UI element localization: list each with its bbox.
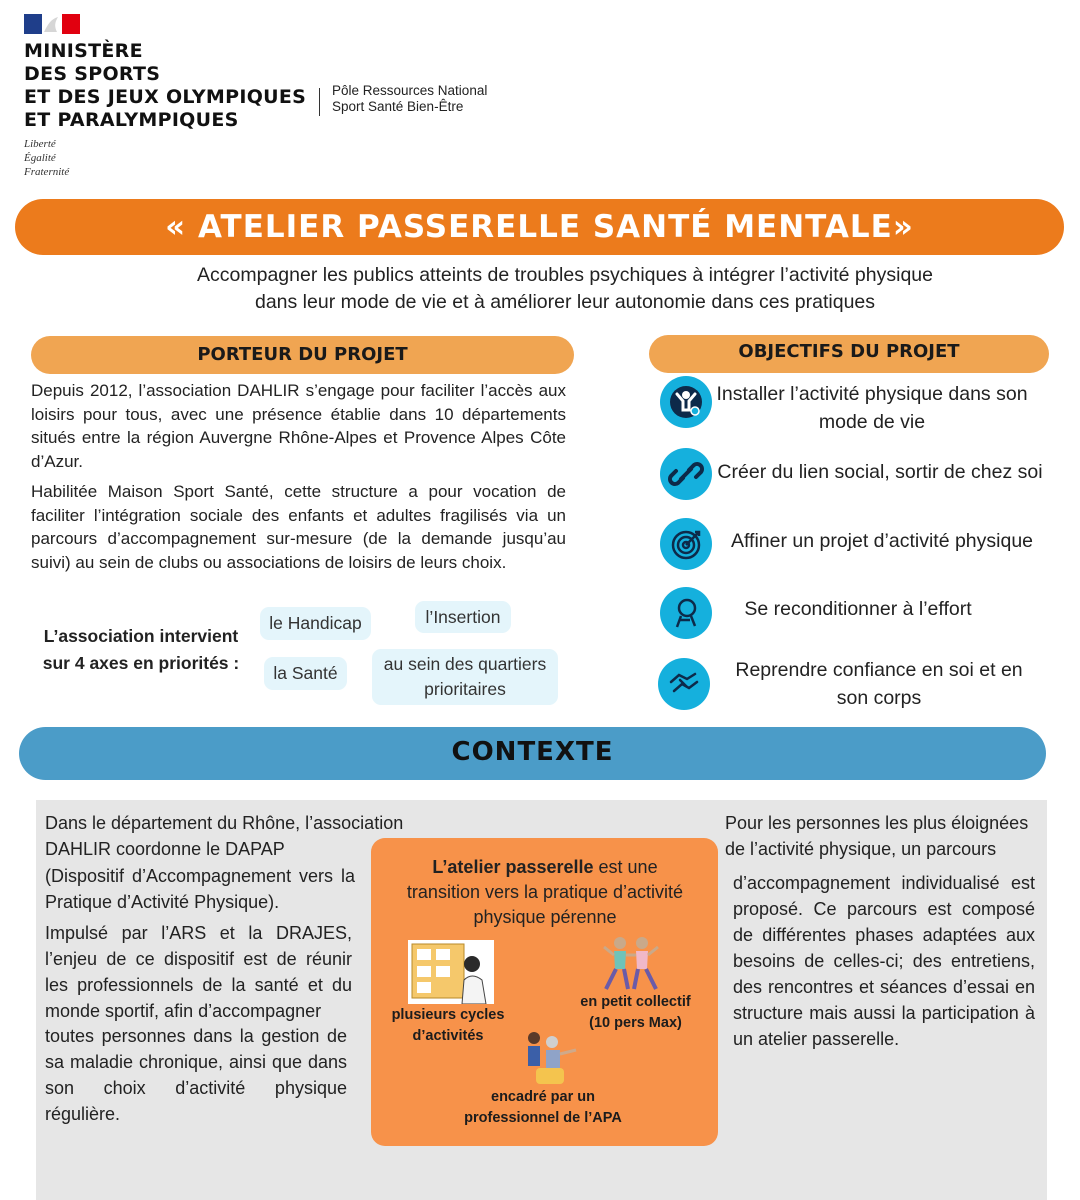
handshake-icon: [658, 658, 710, 710]
group-exercise-illustration: [596, 933, 666, 991]
label-cycles: plusieurs cycles d’activités: [391, 1007, 505, 1044]
axis-chip-handicap: le Handicap: [260, 607, 371, 640]
contexte-left-intro: Dans le département du Rhône, l’association DAHLIR coordonne le DAPAP: [45, 813, 404, 859]
objectif-text-2: Créer du lien social, sortir de chez soi: [717, 461, 1043, 483]
objectifs-heading: OBJECTIFS DU PROJET: [649, 335, 1049, 373]
axis-chip-insertion: l’Insertion: [415, 601, 511, 633]
objectif-text-5: Reprendre confiance en soi et en son corps: [735, 659, 1023, 709]
coach-illustration: [512, 1028, 582, 1086]
objectif-text-1: Installer l’activité physique dans son mode de vie: [716, 383, 1028, 433]
target-icon: [660, 518, 712, 570]
marianne-flag-logo: [24, 14, 80, 34]
pole-ressources-name: Pôle Ressources National Sport Santé Bien-Être: [332, 83, 488, 114]
contexte-left-body-2: Impulsé par l’ARS et la DRAJES, l’enjeu de ce dispositif est de réunir les professionnels de la santé et du monde sportif, afin d’accompagner: [45, 923, 352, 1021]
ministry-name: MINISTÈRE DES SPORTS ET DES JEUX OLYMPIQUES ET PARALYMPIQUES: [24, 40, 307, 131]
subtitle: Accompagner les publics atteints de troubles psychiques à intégrer l’activité physique dans leur mode de vie et à améliorer leur autonomie dans ces pratiques: [197, 264, 933, 313]
label-encadre: encadré par un professionnel de l’APA: [464, 1089, 622, 1126]
axis-chip-quartiers: au sein des quartiers prioritaires: [372, 649, 558, 705]
label-collectif: en petit collectif (10 pers Max): [580, 994, 691, 1031]
republic-motto: Liberté Égalité Fraternité: [24, 138, 70, 178]
contexte-right-intro: Pour les personnes les plus éloignées de l’activité physique, un parcours: [725, 813, 1029, 859]
contexte-heading: CONTEXTE: [19, 727, 1046, 780]
person-celebrating-icon: [660, 376, 712, 428]
contexte-right-body: d’accompagnement individualisé est proposé. Ce parcours est composé de différentes phases adaptées aux besoins de celles-ci; des entretiens, des rencontres et séances d’essai en structure mais aussi la participation à un atelier passerelle.: [733, 873, 1035, 1049]
contexte-left-body-1: (Dispositif d’Accompagnement vers la Pratique d’Activité Physique).: [45, 866, 355, 912]
title-banner: « ATELIER PASSERELLE SANTÉ MENTALE»: [15, 199, 1064, 255]
porteur-paragraph-1: Depuis 2012, l’association DAHLIR s’engage pour faciliter l’accès aux loisirs pour tous, avec une présence établie dans 10 départements situés entre la région Auvergne Rhône-Alpes et Provence Alpes Côte d’Azur.: [31, 381, 566, 471]
activity-board-illustration: [408, 940, 494, 1004]
atelier-passerelle-title: L’atelier passerelle est une transition vers la pratique d’activité physique pérenne: [406, 857, 684, 927]
porteur-heading: PORTEUR DU PROJET: [31, 336, 574, 374]
contexte-left-body-3: toutes personnes dans la gestion de sa maladie chronique, ainsi que dans son choix d’activité physique régulière.: [45, 1026, 347, 1124]
astronaut-icon: [660, 587, 712, 639]
porteur-paragraph-2: Habilitée Maison Sport Santé, cette structure a pour vocation de faciliter l’intégration sociale des enfants et adultes fragilisés via un parcours d’accompagnement sur-mesure (de la demande jusqu’au suivi) au sein de clubs ou associations de loisirs de leurs choix.: [31, 482, 566, 572]
objectif-text-3: Affiner un projet d’activité physique: [730, 530, 1034, 552]
axes-label: L’association intervient sur 4 axes en priorités :: [42, 626, 240, 673]
header-divider: [319, 88, 320, 116]
axis-chip-sante: la Santé: [264, 657, 347, 690]
link-icon: [660, 448, 712, 500]
objectif-text-4: Se reconditionner à l’effort: [744, 598, 972, 620]
